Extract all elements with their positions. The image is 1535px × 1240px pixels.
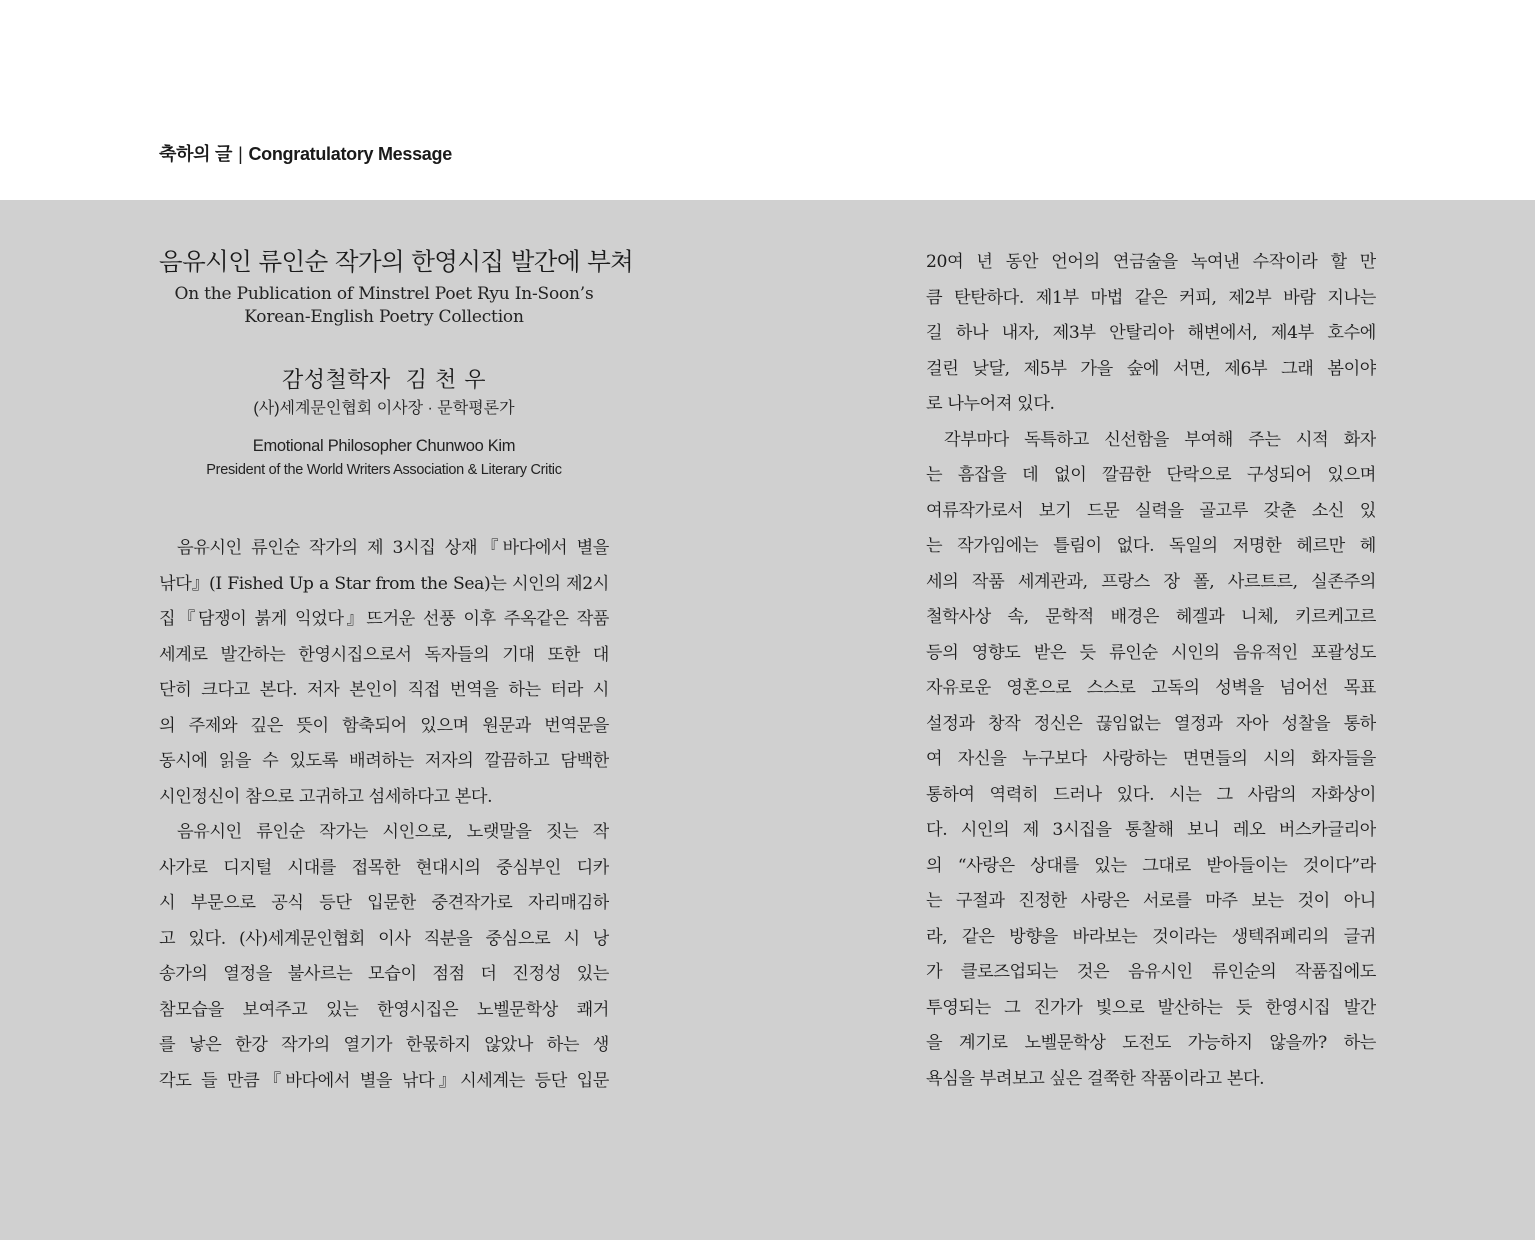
text-line: 고 있다. (사)세계문인협회 이사 직분을 중심으로 시 낭: [159, 928, 609, 949]
text-line: 참모습을 보여주고 있는 한영시집은 노벨문학상 쾌거: [159, 999, 609, 1020]
article-title-en-line1: On the Publication of Minstrel Poet Ryu In-Soon’s: [174, 284, 594, 304]
text-line: 시 부문으로 공식 등단 입문한 중견작가로 자리매김하: [159, 893, 609, 913]
text-line: 는 구절과 진정한 사랑은 서로를 마주 보는 것이 아니: [926, 891, 1376, 911]
text-line: 설정과 창작 정신은 끊임없는 열정과 자아 성찰을 통하: [926, 713, 1376, 734]
paragraph: [159, 531, 609, 815]
section-label-kr: 축하의 글: [159, 144, 233, 164]
text-line: 욕심을 부려보고 싶은 걸쭉한 작품이라고 본다.: [926, 1068, 1265, 1089]
section-label-en: Congratulatory Message: [248, 144, 452, 164]
text-line: 투영되는 그 진가가 빛으로 발산하는 듯 한영시집 발간: [926, 997, 1376, 1018]
text-line: 세계로 발간하는 한영시집으로서 독자들의 기대 또한 대: [159, 644, 609, 665]
text-line: 자유로운 영혼으로 스스로 고독의 성벽을 넘어선 목표: [926, 678, 1376, 698]
text-line: 다. 시인의 제 3시집을 통찰해 보니 레오 버스카글리아: [926, 820, 1376, 840]
text-line: 길 하나 내자, 제3부 안탈리아 해변에서, 제4부 호수에: [926, 323, 1376, 343]
text-line: 각도 들 만큼『바다에서 별을 낚다』시세계는 등단 입문: [159, 1070, 609, 1091]
section-separator: |: [238, 144, 243, 164]
text-line: 낚다』(I Fished Up a Star from the Sea)는 시인의 제2시: [159, 573, 609, 594]
text-line: 걸린 낮달, 제5부 가을 숲에 서면, 제6부 그래 봄이야: [926, 358, 1376, 379]
paragraph: [926, 245, 1376, 423]
text-line: 동시에 읽을 수 있도록 배려하는 저자의 깔끔하고 담백한: [159, 751, 609, 771]
header-band: [0, 0, 1535, 200]
right-column: [926, 245, 1376, 1097]
paragraph: [926, 423, 1376, 1098]
paragraph: [159, 815, 609, 1099]
text-line: 는 흠잡을 데 없이 깔끔한 단락으로 구성되어 있으며: [926, 465, 1376, 485]
text-line: 큼 탄탄하다. 제1부 마법 같은 커피, 제2부 바람 지나는: [926, 287, 1376, 308]
author-name-kr: 감성철학자 김 천 우: [282, 368, 486, 393]
text-line: 송가의 열정을 불사르는 모습이 점점 더 진정성 있는: [159, 964, 609, 984]
text-line: 20여 년 동안 언어의 연금술을 녹여낸 수작이라 할 만: [926, 252, 1376, 272]
text-line: 여 자신을 누구보다 사랑하는 면면들의 시의 화자들을: [926, 749, 1376, 769]
text-line: 의 “사랑은 상대를 있는 그대로 받아들이는 것이다”라: [926, 855, 1376, 876]
text-line: 음유시인 류인순 작가는 시인으로, 노랫말을 짓는 작: [177, 822, 609, 842]
text-line: 통하여 역력히 드러나 있다. 시는 그 사람의 자화상이: [926, 784, 1376, 805]
text-line: 등의 영향도 받은 듯 류인순 시인의 음유적인 포괄성도: [926, 642, 1376, 663]
left-body: [159, 531, 609, 1099]
text-line: 여류작가로서 보기 드문 실력을 골고루 갖춘 소신 있: [926, 500, 1376, 521]
text-line: 시인정신이 참으로 고귀하고 섬세하다고 본다.: [159, 786, 493, 807]
author-position-kr: (사)세계문인협회 이사장 · 문학평론가: [253, 400, 515, 417]
left-column: [159, 245, 634, 1099]
text-line: 집『담쟁이 붉게 익었다』뜨거운 선풍 이후 주옥같은 작품: [159, 609, 609, 629]
text-line: 는 작가임에는 틀림이 없다. 독일의 저명한 헤르만 헤: [926, 536, 1376, 556]
text-line: 를 낳은 한강 작가의 열기가 한몫하지 않았나 하는 생: [159, 1035, 609, 1055]
text-line: 세의 작품 세계관과, 프랑스 장 폴, 사르트르, 실존주의: [926, 571, 1376, 592]
text-line: 라, 같은 방향을 바라보는 것이라는 생텍쥐페리의 글귀: [926, 926, 1376, 947]
text-line: 의 주제와 깊은 뜻이 함축되어 있으며 원문과 번역문을: [159, 715, 609, 736]
article-title-kr: 음유시인 류인순 작가의 한영시집 발간에 부쳐: [159, 247, 634, 276]
article-title-en: [159, 283, 609, 329]
text-line: 단히 크다고 본다. 저자 본인이 직접 번역을 하는 터라 시: [159, 680, 609, 700]
text-line: 철학사상 속, 문학적 배경은 헤겔과 니체, 키르케고르: [926, 607, 1376, 627]
author-name-en: Emotional Philosopher Chunwoo Kim: [252, 437, 516, 455]
article-title-en-line2: Korean-English Poetry Collection: [244, 307, 524, 327]
text-line: 음유시인 류인순 작가의 제 3시집 상재『바다에서 별을: [177, 538, 609, 558]
text-line: 가 클로즈업되는 것은 음유시인 류인순의 작품집에도: [926, 962, 1376, 982]
text-line: 로 나누어져 있다.: [926, 394, 1055, 414]
text-line: 각부마다 독특하고 신선함을 부여해 주는 시적 화자: [944, 429, 1376, 450]
text-line: 을 계기로 노벨문학상 도전도 가능하지 않을까? 하는: [926, 1033, 1376, 1053]
section-header: [159, 140, 452, 166]
author-position-en: President of the World Writers Association & Literary Critic: [206, 462, 562, 478]
text-line: 사가로 디지털 시대를 접목한 현대시의 중심부인 디카: [159, 857, 609, 878]
